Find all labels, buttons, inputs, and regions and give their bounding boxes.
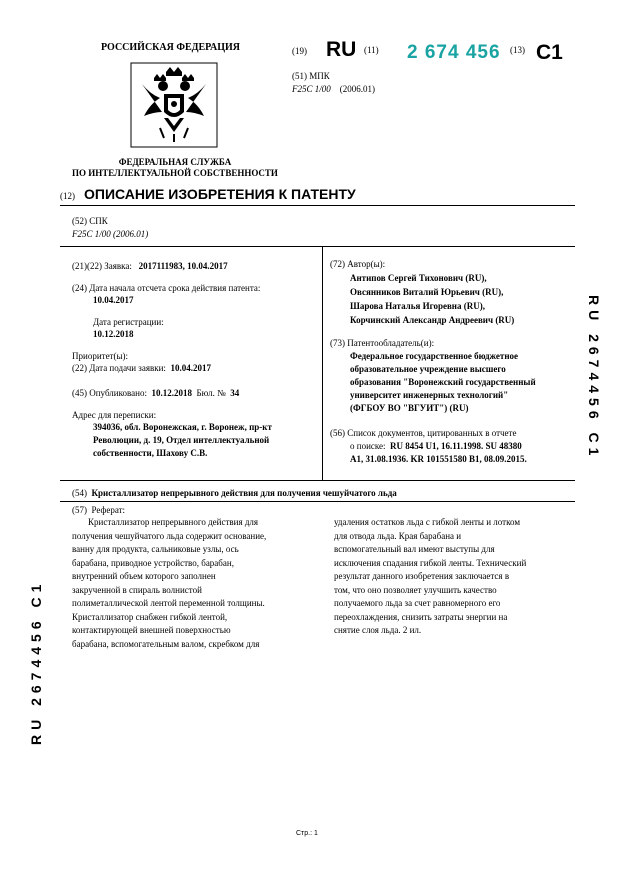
published: (45) Опубликовано: 10.12.2018 Бюл. № 34 xyxy=(72,388,240,398)
agency-name: ФЕДЕРАЛЬНАЯ СЛУЖБА ПО ИНТЕЛЛЕКТУАЛЬНОЙ СОБСТВЕННОСТИ xyxy=(72,157,278,178)
bib-top-rule xyxy=(60,246,575,247)
priority-label: Приоритет(ы): xyxy=(72,351,129,361)
country-name: РОССИЙСКАЯ ФЕДЕРАЦИЯ xyxy=(101,42,241,53)
bib-bottom-rule xyxy=(60,480,575,481)
title-rule xyxy=(60,205,575,206)
holders-label: (73) Патентообладатель(и): xyxy=(330,338,435,348)
term-start-value: 10.04.2017 xyxy=(93,295,134,305)
address-label: Адрес для переписки: xyxy=(72,410,157,420)
side-number-right: RU 2674456 C1 xyxy=(586,295,602,461)
mpk-label: (51) МПК xyxy=(292,71,330,81)
side-number-left: RU 2674456 C1 xyxy=(28,579,44,745)
bib-divider xyxy=(322,246,323,480)
holders-list: Федеральное государственное бюджетное образовательное учреждение высшего образования "Воронежский государственный университет инженерных технологий" (ФГБОУ ВО "ВГУИТ") (RU) xyxy=(350,351,536,413)
spk-label: (52) СПК xyxy=(72,216,108,226)
application: (21)(22) Заявка: 2017111983, 10.04.2017 xyxy=(72,261,228,271)
abstract-column-1: Кристаллизатор непрерывного действия для получения чешуйчатого льда содержит основание, ванну для продукта, сальниковые узлы, ось барабана, приводное устройство, барабан, внутренний объем которого заполнен закрученной в спираль волнистой полиметаллической лентой переменной толщины. Кристаллизатор снабжен гибкой лентой, контактирующей внешней поверхностью барабана, вспомогательным валом, скребком для xyxy=(72,517,267,649)
kind-code: C1 xyxy=(536,41,563,64)
authors-label: (72) Автор(ы): xyxy=(330,259,386,269)
registration-value: 10.12.2018 xyxy=(93,329,134,339)
filing-date: (22) Дата подачи заявки: 10.04.2017 xyxy=(72,363,211,373)
code-13: (13) xyxy=(510,45,525,55)
abstract-label: (57) Реферат: xyxy=(72,505,126,515)
spk-class: F25C 1/00 (2006.01) xyxy=(72,229,149,239)
invention-title: (54) Кристаллизатор непрерывного действия для получения чешуйчатого льда xyxy=(72,488,397,498)
term-start-label: (24) Дата начала отсчета срока действия патента: xyxy=(72,283,261,293)
citations-label: (56) Список документов, цитированных в отчете xyxy=(330,428,517,438)
document-title: ОПИСАНИЕ ИЗОБРЕТЕНИЯ К ПАТЕНТУ xyxy=(84,186,356,202)
title-code: (12) xyxy=(60,191,75,201)
citations-list: о поиске: RU 8454 U1, 16.11.1998. SU 48380 A1, 31.08.1936. KR 101551580 B1, 08.09.2015. xyxy=(350,441,527,464)
authors-list: Антипов Сергей Тихонович (RU), Овсянников Виталий Юрьевич (RU), Шарова Наталья Игоревна (RU), Корчинский Александр Андреевич (RU) xyxy=(350,273,515,325)
country-code: RU xyxy=(326,38,357,61)
patent-number: 2 674 456 xyxy=(407,42,501,63)
page-number: Стр.: 1 xyxy=(296,830,318,837)
address-value: 394036, обл. Воронежская, г. Воронеж, пр-кт Революции, д. 19, Отдел интеллектуальной собственности, Шахову С.В. xyxy=(93,422,272,458)
code-19: (19) xyxy=(292,46,307,56)
registration-label: Дата регистрации: xyxy=(93,317,164,327)
invention-rule xyxy=(60,501,575,502)
mpk-entry: F25C 1/00 (2006.01) xyxy=(292,84,376,94)
code-11: (11) xyxy=(364,45,379,55)
abstract-column-2: удаления остатков льда с гибкой ленты и лотком для отвода льда. Края барабана и вспомогательный вал имеют выступы для исключения спадания гибкой ленты. Технический результат данного изобретения заключается в том, что оно позволяет улучшить качество получаемого льда за счет равномерного его переохлаждения, снизить затраты энергии на снятие слоя льда. 2 ил. xyxy=(334,517,527,635)
emblem-icon xyxy=(130,62,218,148)
